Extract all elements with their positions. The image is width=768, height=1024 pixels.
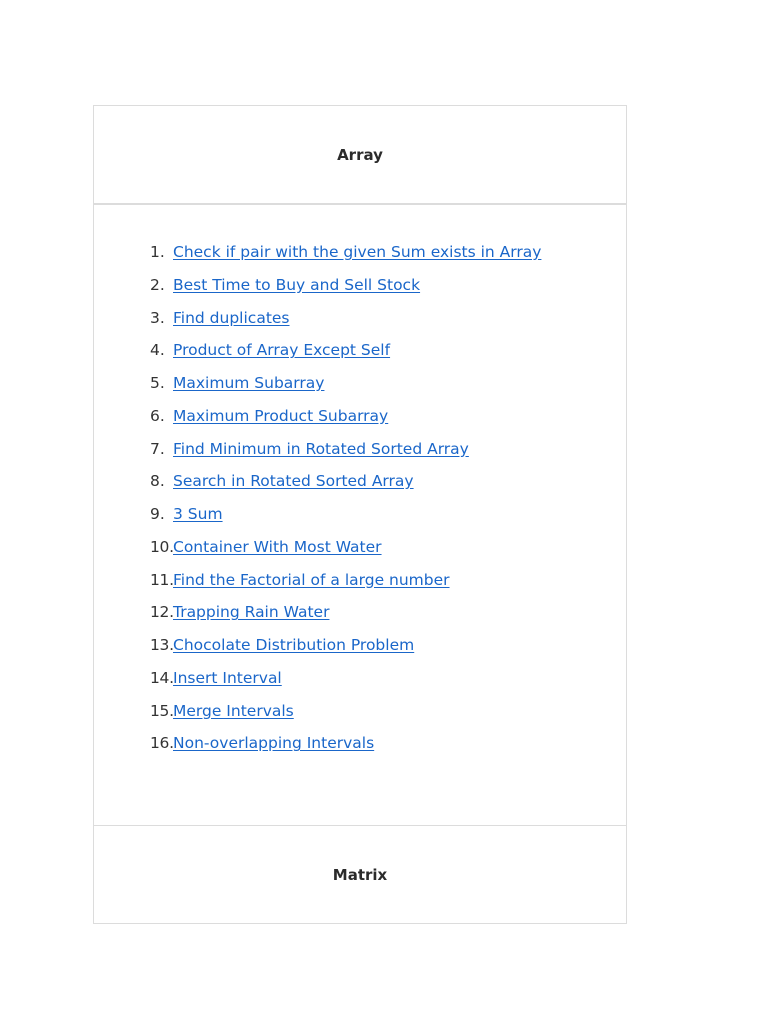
- list-item-number: 13.: [150, 636, 174, 654]
- list-item: [150, 272, 541, 305]
- problem-link-non-overlapping-intervals[interactable]: Non-overlapping Intervals: [173, 734, 375, 753]
- list-item: [150, 698, 541, 731]
- problem-link-chocolate-distribution[interactable]: Chocolate Distribution Problem: [173, 636, 415, 654]
- list-item-number: 6.: [150, 406, 165, 425]
- problem-link-find-duplicates[interactable]: Find duplicates: [173, 308, 290, 327]
- list-item-number: 10.: [150, 537, 174, 556]
- list-item-number: 16.: [150, 734, 174, 753]
- list-item-number: 11.: [150, 570, 174, 589]
- problem-link-product-except-self[interactable]: Product of Array Except Self: [173, 341, 391, 360]
- list-item-number: 4.: [150, 341, 165, 360]
- list-item: [150, 534, 541, 567]
- list-item: [150, 730, 541, 763]
- list-item-number: 14.: [150, 668, 174, 687]
- list-item: [150, 632, 541, 665]
- list-item: [150, 501, 541, 534]
- problem-link-buy-sell-stock[interactable]: Best Time to Buy and Sell Stock: [173, 275, 421, 294]
- list-item-number: 7.: [150, 439, 165, 458]
- problem-link-search-rotated[interactable]: Search in Rotated Sorted Array: [173, 472, 414, 491]
- problem-link-maximum-subarray[interactable]: Maximum Subarray: [173, 374, 325, 392]
- list-item: [150, 239, 541, 272]
- array-problems-cell: [94, 205, 626, 826]
- list-item-number: 1.: [150, 243, 165, 261]
- problem-link-merge-intervals[interactable]: Merge Intervals: [173, 701, 294, 720]
- list-item: [150, 403, 541, 436]
- list-item: [150, 567, 541, 600]
- matrix-section-header: [94, 826, 626, 923]
- list-item: [150, 370, 541, 403]
- problems-table: [93, 105, 627, 924]
- list-item-number: 2.: [150, 275, 165, 294]
- problem-link-pair-sum[interactable]: Check if pair with the given Sum exists in Array: [173, 243, 542, 261]
- list-item: [150, 468, 541, 501]
- problem-link-3-sum[interactable]: 3 Sum: [173, 505, 223, 523]
- list-item: [150, 665, 541, 698]
- list-item-number: 8.: [150, 472, 165, 491]
- problem-link-factorial-large-number[interactable]: Find the Factorial of a large number: [173, 570, 450, 589]
- array-section-title: Array: [337, 145, 383, 164]
- list-item: [150, 337, 541, 370]
- problem-link-find-minimum-rotated[interactable]: Find Minimum in Rotated Sorted Array: [173, 439, 469, 458]
- list-item-number: 15.: [150, 701, 174, 720]
- list-item: [150, 599, 541, 632]
- matrix-section-title: Matrix: [332, 865, 388, 884]
- array-problem-list: [150, 239, 541, 763]
- problem-link-container-most-water[interactable]: Container With Most Water: [173, 537, 382, 556]
- list-item: [150, 436, 541, 469]
- list-item-number: 3.: [150, 308, 165, 327]
- list-item-number: 5.: [150, 374, 165, 392]
- list-item-number: 9.: [150, 505, 165, 523]
- list-item: [150, 305, 541, 338]
- array-section-header: [94, 106, 626, 205]
- problem-link-insert-interval[interactable]: Insert Interval: [173, 668, 282, 687]
- list-item-number: 12.: [150, 603, 174, 622]
- problem-link-trapping-rain-water[interactable]: Trapping Rain Water: [173, 603, 330, 622]
- problem-link-maximum-product-subarray[interactable]: Maximum Product Subarray: [173, 406, 389, 425]
